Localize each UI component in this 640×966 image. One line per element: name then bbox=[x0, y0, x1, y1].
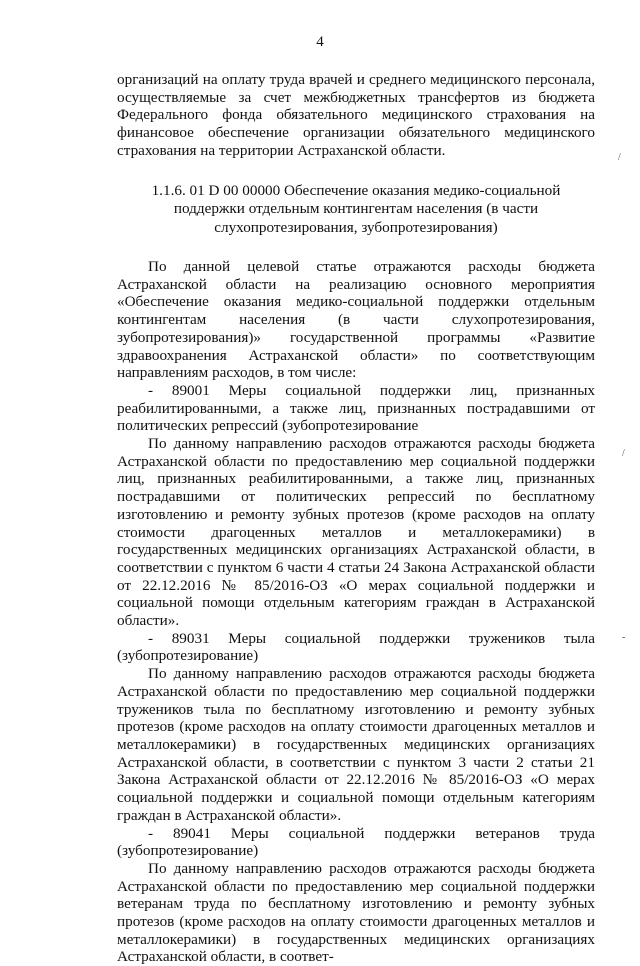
paragraph-intro: По данной целевой статье отражаются расходы бюджета Астраханской области на реализацию основного мероприятия «Обеспечение оказания медико-социальной поддержки отдельным контингентам населения (в части слухопротезирования, зубопротезирования)» государственной программы «Развитие здравоохранения Астраханской области» по соответствующим направлениям расходов, в том числе: bbox=[117, 258, 595, 382]
section-heading-line: 1.1.6. 01 D 00 00000 Обеспечение оказания медико-социальной bbox=[151, 181, 561, 199]
section-heading-line: поддержки отдельным контингентам населения (в части bbox=[173, 200, 539, 218]
paragraph-89041-description: По данному направлению расходов отражаются расходы бюджета Астраханской области по предоставлению мер социальной поддержки ветеранам труда по бесплатному изготовлению и ремонту зубных протезов (кроме расходов на оплату стоимости драгоценных металлов и металлокерамики) в государственных медицинских организациях Астраханской области, в соответ- bbox=[117, 859, 595, 966]
scan-mark: / bbox=[622, 448, 625, 459]
list-item-89031: - 89031 Меры социальной поддержки тружеников тыла (зубопротезирование) bbox=[117, 629, 595, 665]
scan-mark: - bbox=[622, 632, 626, 643]
scan-mark: / bbox=[618, 152, 621, 163]
document-body bbox=[117, 71, 595, 966]
page-number: 4 bbox=[316, 34, 324, 50]
paragraph-89031-description: По данному направлению расходов отражаются расходы бюджета Астраханской области по предоставлению мер социальной поддержки тружеников тыла по бесплатному изготовлению и ремонту зубных протезов (кроме расходов на оплату стоимости драгоценных металлов и металлокерамики) в государственных медицинских организациях Астраханской области, в соответствии с пунктом 3 части 2 статьи 21 Закона Астраханской области от 22.12.2016 № 85/2016-ОЗ «О мерах социальной поддержки и социальной помощи отдельным категориям граждан в Астраханской области». bbox=[117, 665, 595, 824]
section-heading bbox=[147, 182, 565, 238]
list-item-89041: - 89041 Меры социальной поддержки ветеранов труда (зубопротезирование) bbox=[117, 824, 595, 860]
paragraph-continuation: организаций на оплату труда врачей и среднего медицинского персонала, осуществляемые за счет межбюджетных трансфертов из бюджета Федерального фонда обязательного медицинского страхования на финансовое обеспечение организации обязательного медицинского страхования на территории Астраханской области. bbox=[117, 71, 595, 159]
section-heading-line: слухопротезирования, зубопротезирования) bbox=[214, 218, 498, 236]
paragraph-89001-description: По данному направлению расходов отражаются расходы бюджета Астраханской области по предоставлению мер социальной поддержки лиц, признанных реабилитированными, а также лиц, признанных пострадавшими от политических репрессий по бесплатному изготовлению и ремонту зубных протезов (кроме расходов на оплату стоимости драгоценных металлов и металлокерамики) в государственных медицинских организациях Астраханской области, в соответствии с пунктом 6 части 4 статьи 24 Закона Астраханской области от 22.12.2016 № 85/2016-ОЗ «О мерах социальной поддержки и социальной помощи отдельным категориям граждан в Астраханской области». bbox=[117, 435, 595, 630]
list-item-89001: - 89001 Меры социальной поддержки лиц, признанных реабилитированными, а также лиц, признанных пострадавшими от политических репрессий (зубопротезирование bbox=[117, 381, 595, 435]
